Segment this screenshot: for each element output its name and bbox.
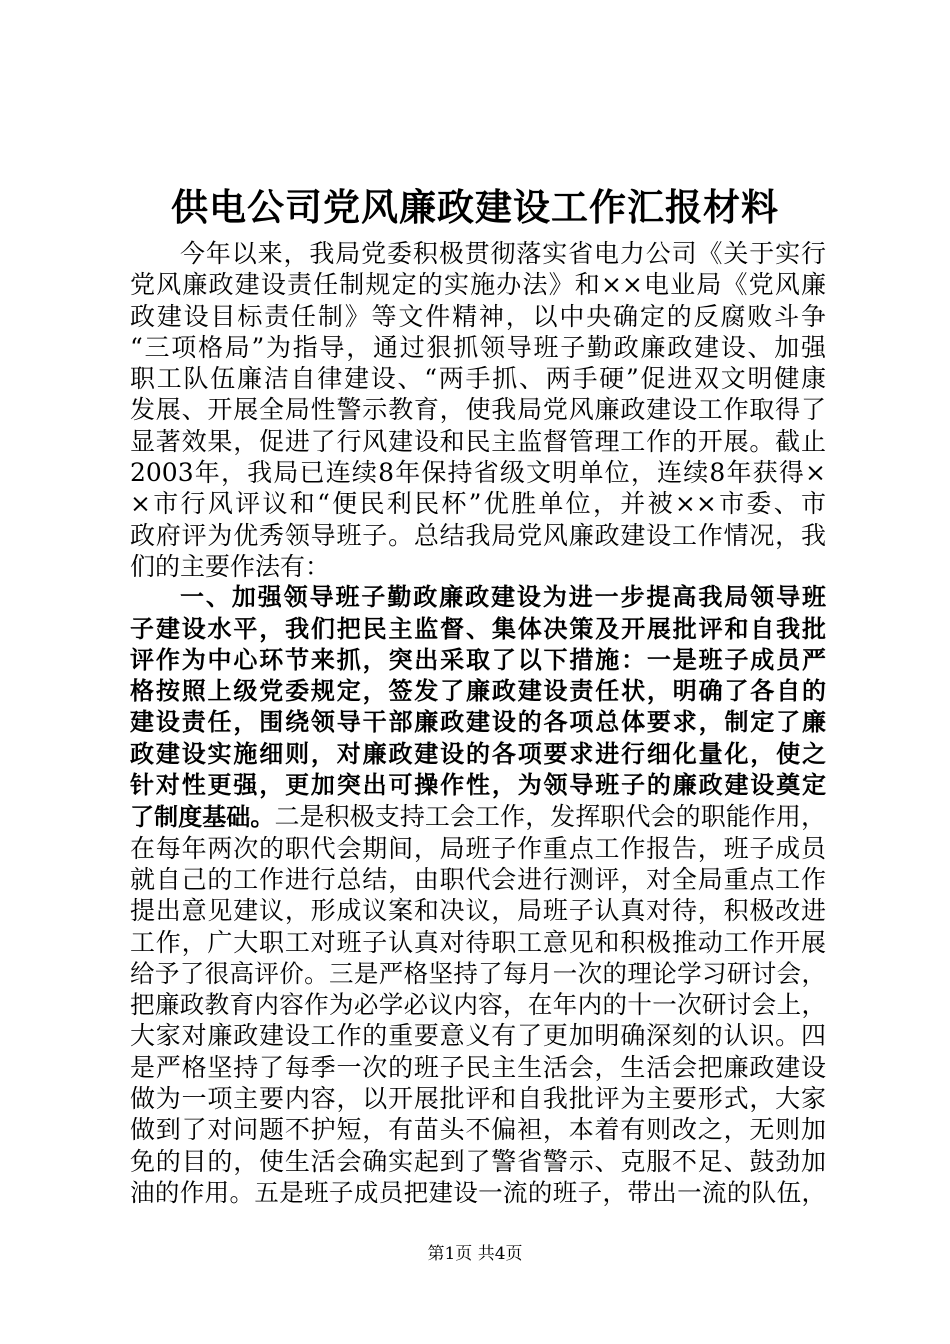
text-line: 工作，广大职工对班子认真对待职工意见和积极推动工作开展 (130, 927, 826, 957)
mixed-text-line (130, 801, 826, 832)
text-line: 政府评为优秀领导班子。总结我局党风廉政建设工作情况，我 (130, 520, 826, 550)
text-line: 今年以来，我局党委积极贯彻落实省电力公司《关于实行 (180, 239, 826, 268)
text-line: 做到了对问题不护短，有苗头不偏袒，本着有则改之，无则加 (130, 1115, 826, 1145)
text-line: ×市行风评议和“便民利民杯”优胜单位，并被××市委、市 (130, 489, 826, 519)
bold-text-line: 政建设实施细则，对廉政建设的各项要求进行细化量化，使之 (130, 739, 826, 768)
text-line: 油的作用。五是班子成员把建设一流的班子，带出一流的队伍， (130, 1177, 826, 1207)
text-line: 给予了很高评价。三是严格坚持了每月一次的理论学习研讨会， (130, 958, 826, 988)
bold-text-line: 建设责任，围绕领导干部廉政建设的各项总体要求，制定了廉 (130, 708, 826, 737)
text-line: 发展、开展全局性警示教育，使我局党风廉政建设工作取得了 (130, 395, 826, 425)
page-footer: 第1页 共4页 (427, 1244, 523, 1264)
normal-text-segment: 二是积极支持工会工作，发挥职代会的职能作用， (274, 802, 826, 832)
bold-text-line: 子建设水平，我们把民主监督、集体决策及开展批评和自我批 (130, 614, 826, 643)
text-line: 在每年两次的职代会期间，局班子作重点工作报告，班子成员 (130, 833, 826, 863)
text-line: 做为一项主要内容，以开展批评和自我批评为主要形式，大家 (130, 1084, 826, 1114)
bold-text-line: 评作为中心环节来抓，突出采取了以下措施：一是班子成员严 (130, 645, 826, 674)
text-line: 把廉政教育内容作为必学必议内容，在年内的十一次研讨会上， (130, 990, 826, 1020)
text-line: 显著效果，促进了行风建设和民主监督管理工作的开展。截止 (130, 426, 826, 456)
text-line: 就自己的工作进行总结，由职代会进行测评，对全局重点工作 (130, 864, 826, 894)
document-title: 供电公司党风廉政建设工作汇报材料 (171, 185, 779, 229)
section-heading-line: 一、加强领导班子勤政廉政建设为进一步提高我局领导班 (180, 583, 826, 612)
bold-text-line: 格按照上级党委规定，签发了廉政建设责任状，明确了各自的 (130, 677, 826, 706)
text-line: 们的主要作法有： (130, 551, 331, 581)
text-line: 政建设目标责任制》等文件精神，以中央确定的反腐败斗争 (130, 301, 826, 331)
bold-text-line: 针对性更强，更加突出可操作性，为领导班子的廉政建设奠定 (130, 771, 826, 800)
document-body (130, 238, 826, 1208)
text-line: 大家对廉政建设工作的重要意义有了更加明确深刻的认识。四 (130, 1021, 826, 1051)
text-line: “三项格局”为指导，通过狠抓领导班子勤政廉政建设、加强 (130, 332, 826, 362)
text-line: 2003年，我局已连续8年保持省级文明单位，连续8年获得× (130, 458, 826, 488)
text-line: 免的目的，使生活会确实起到了警省警示、克服不足、鼓劲加 (130, 1146, 826, 1176)
bold-text-segment: 了制度基础。 (130, 803, 275, 832)
text-line: 职工队伍廉洁自律建设、“两手抓、两手硬”促进双文明健康 (130, 364, 826, 394)
text-line: 提出意见建议，形成议案和决议，局班子认真对待，积极改进 (130, 896, 826, 926)
text-line: 党风廉政建设责任制规定的实施办法》和××电业局《党风廉 (130, 270, 826, 300)
text-line: 是严格坚持了每季一次的班子民主生活会，生活会把廉政建设 (130, 1052, 826, 1082)
